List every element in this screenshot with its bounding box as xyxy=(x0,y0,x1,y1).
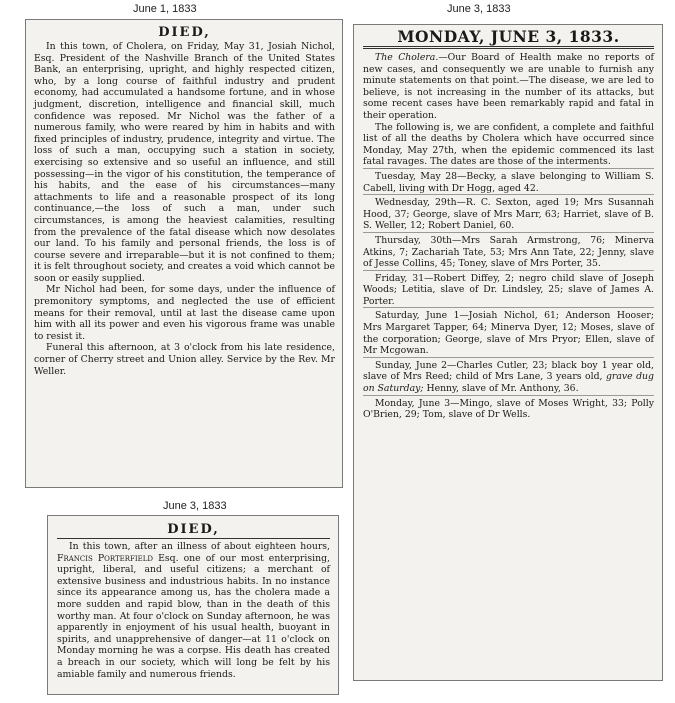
death-entry: Thursday, 30th—Mrs Sarah Armstrong, 76; Minerva Atkins, 7; Zachariah Tate, 53; Mrs Ann Tate, 22; Jenny, slave of Jesse Collins, 45; Toney, slave of Mrs Porter, 35. xyxy=(363,234,654,270)
death-entry: Saturday, June 1—Josiah Nichol, 61; Anderson Hooser; Mrs Margaret Tapper, 64; Minerva Dyer, 12; Moses, slave of the corporation; George, slave of Mrs Pryor; Ellen, slave of Mr Mcgowan. xyxy=(363,310,654,357)
obituary-paragraph: Mr Nichol had been, for some days, under the influence of premonitory symptoms, and neglected the use of efficient means for their removal, until at last the disease came upon him with all its power and even his vigorous frame was unable to resist it. xyxy=(34,284,335,342)
entry-text: Sunday, June 2—Charles Cutler, 23; black boy 1 year old, slave of Mrs Reed; child of Mrs Lane, 3 years old, xyxy=(363,359,654,383)
heading-rule xyxy=(57,538,330,539)
death-entry: Friday, 31—Robert Diffey, 2; negro child slave of Joseph Woods; Letitia, slave of Dr. Lindsley, 25; slave of James A. Porter. xyxy=(363,272,654,307)
death-entry: Tuesday, May 28—Becky, a slave belonging to William S. Cabell, living with Dr Hogg, aged 42. xyxy=(363,170,654,194)
death-entry: Wednesday, 29th—R. C. Sexton, aged 19; Mrs Susannah Hood, 37; George, slave of Mrs Marr, 63; Harriet, slave of B. S. Weller, 12; Robert Daniel, 60. xyxy=(363,197,654,232)
caption-june-3-left: June 3, 1833 xyxy=(163,500,227,512)
obituary-paragraph: In this town, of Cholera, on Friday, May 31, Josiah Nichol, Esq. President of the Nashville Branch of the United States Bank, an enterprising, upright, and highly respected citizen, who, by a long course of faithful industry and prudent economy, had accumulated a handsome fortune, and in whose judgment, discretion, intelligence and financial skill, much confidence was reposed. Mr Nichol was the father of a numerous family, who were reared by him in habits and with fixed principles of industry, prudence, integrity and virtue. The loss of such a man, occupying such a station in society, exercising so extensive and so useful an influence, and still possessing—in the vigor of his constitution, the temperance of his habits, and the ease of his circumstances—many attachments to life and a reasonable prospect of its long continuance,—the loss of such a man, under such circumstances, is among the heaviest calamities, resulting from the prevalence of the fatal disease which now desolates our land. To his family and personal friends, the loss is of course severe and irreparable—but it is not confined to them; it is felt throughout society, and creates a void which cannot be soon or easily supplied. xyxy=(34,41,335,284)
obituary-text: In this town, after an illness of about eighteen hours, xyxy=(69,541,330,552)
caption-june-3-right: June 3, 1833 xyxy=(447,3,511,15)
obituary-porterfield-clipping xyxy=(47,515,339,695)
died-heading: DIED, xyxy=(158,25,211,40)
obituary-text: Esq. one of our most enterprising, upright, liberal, and useful citizens; a merchant of extensive business and industrious habits. In no instance since its appearance among us, has the cholera made a more sudden and rapid blow, than in the death of this worthy man. At four o'clock on Sunday afternoon, he was apparently in enjoyment of his usual health, buoyant in spirits, and unapprehensive of danger—at 11 o'clock on Monday morning he was a corpse. His death has created a breach in our society, which will long be felt by his amiable family and numerous friends. xyxy=(57,552,330,680)
caption-june-1: June 1, 1833 xyxy=(133,3,197,15)
newspaper-dateline: MONDAY, JUNE 3, 1833. xyxy=(397,27,620,46)
entry-italic-note: grave dug on Saturday; xyxy=(363,371,654,395)
cholera-death-list-clipping xyxy=(353,24,663,681)
entry-text: Henny, slave of Mr. Anthony, 36. xyxy=(423,383,579,395)
report-paragraph xyxy=(363,52,654,122)
report-title: The Cholera. xyxy=(375,52,439,63)
obituary-paragraph xyxy=(57,541,330,680)
report-paragraph: The following is, we are confident, a complete and faithful list of all the deaths by Cholera which have occurred since Monday, May 27th, when the epidemic commenced its last fatal ravages. The dates are those of the interments. xyxy=(363,121,654,168)
report-text: —Our Board of Health make no reports of new cases, and consequently we are unable to furnish any minute statements on that point.—The disease, we are led to believe, is not increasing in the number of its attacks, but some recent cases have been remarkably rapid and fatal in their operation. xyxy=(363,52,654,121)
dateline-rule xyxy=(363,46,654,49)
death-entry: Monday, June 3—Mingo, slave of Moses Wright, 33; Polly O'Brien, 29; Tom, slave of Dr Wells. xyxy=(363,397,654,421)
deceased-name: Francis Porterfield xyxy=(57,552,154,564)
died-heading: DIED, xyxy=(167,522,220,537)
obituary-nichol-clipping xyxy=(25,19,343,488)
death-entry xyxy=(363,360,654,396)
funeral-notice: Funeral this afternoon, at 3 o'clock from his late residence, corner of Cherry street and Union alley. Service by the Rev. Mr Weller. xyxy=(34,342,335,377)
